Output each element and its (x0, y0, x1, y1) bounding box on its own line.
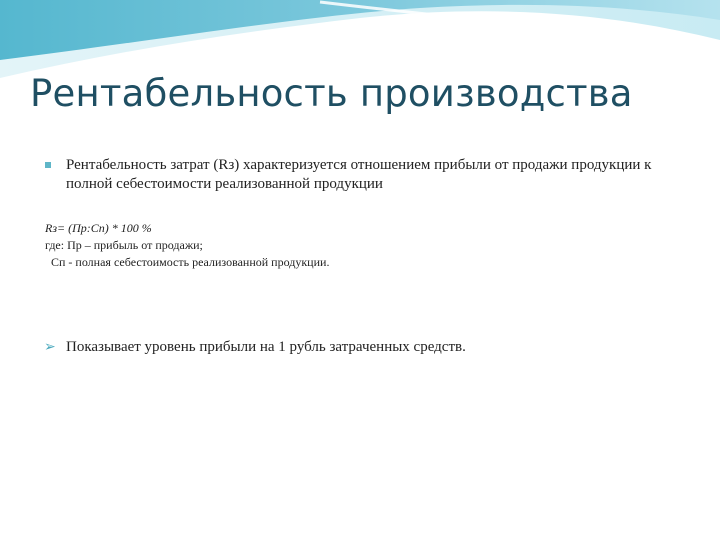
arrow-bullet-icon: ➢ (44, 339, 56, 355)
formula-block (45, 220, 605, 271)
conclusion-text: Показывает уровень прибыли на 1 рубль затраченных средств. (66, 339, 466, 355)
formula-legend-line: Сп - полная себестоимость реализованной продукции. (51, 255, 330, 269)
formula-legend-line: где: Пр – прибыль от продажи; (45, 238, 203, 252)
slide-title: Рентабельность производства (30, 72, 633, 115)
bullet-item (45, 156, 665, 194)
square-bullet-icon (45, 162, 51, 168)
bullet-text: Рентабельность затрат (Rз) характеризуется отношением прибыли от продажи продукции к полной себестоимости реализованной продукции (66, 157, 652, 192)
formula-line: Rз= (Пр:Сп) * 100 % (45, 221, 152, 235)
conclusion-item (45, 338, 665, 357)
